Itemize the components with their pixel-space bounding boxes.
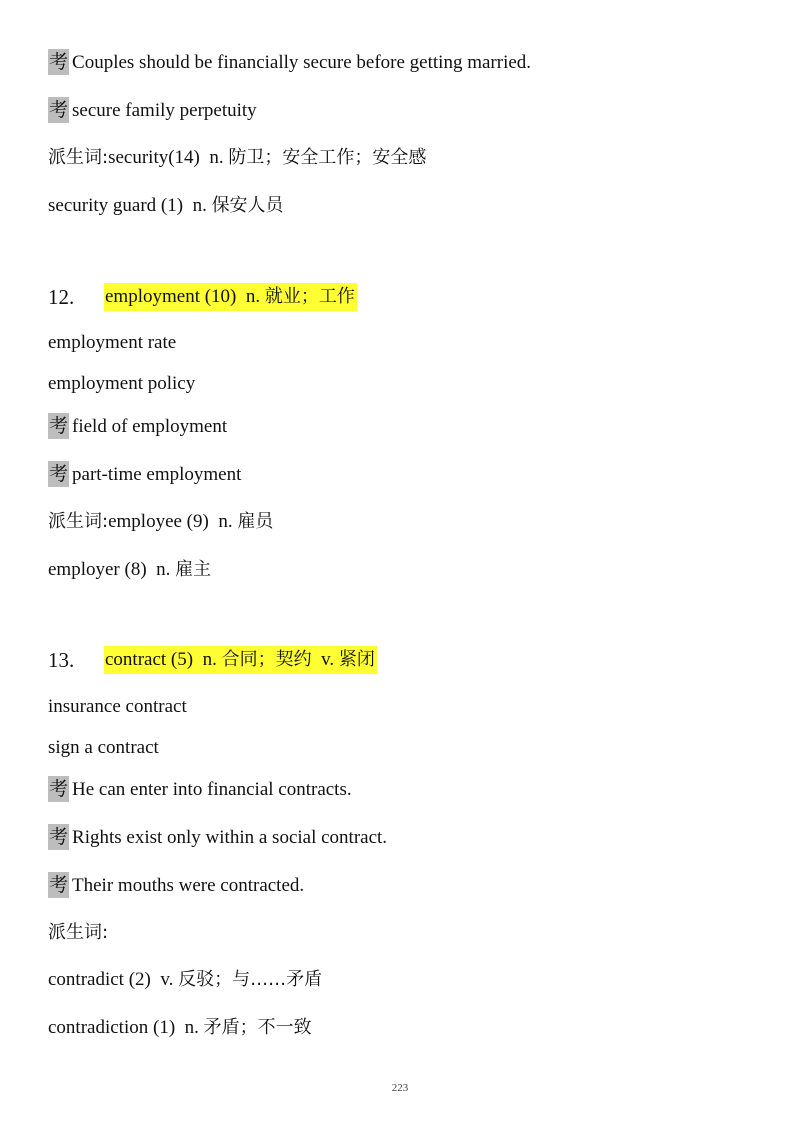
- definition: 合同；契约: [221, 649, 312, 670]
- derived-word-line: [48, 1015, 312, 1041]
- derived-word: security(14): [108, 147, 200, 168]
- exam-marker: 考: [49, 51, 69, 73]
- phrase-line: sign a contract: [48, 737, 159, 758]
- entry-number: 12.: [48, 285, 75, 309]
- derived-word: employee (9): [108, 511, 209, 532]
- headword-highlight: [104, 646, 377, 674]
- page-number: 223: [391, 1082, 409, 1094]
- derived-label-line: [48, 920, 108, 946]
- exam-marker: 考: [49, 415, 69, 437]
- definition: 矛盾；不一致: [203, 1017, 312, 1038]
- derived-word-line: [48, 967, 322, 993]
- example-text: Couples should be financially secure before getting married.: [72, 52, 532, 73]
- part-of-speech: n.: [192, 195, 207, 216]
- exam-example-line: [48, 872, 304, 899]
- definition: 紧闭: [338, 649, 375, 670]
- derived-word-line: [48, 145, 426, 171]
- derived-word: contradict (2): [48, 969, 151, 990]
- part-of-speech: n.: [202, 649, 217, 670]
- derived-word-line: [48, 193, 284, 219]
- exam-marker: 考: [49, 463, 69, 485]
- exam-example-line: [48, 461, 241, 488]
- definition: 就业；工作: [264, 286, 355, 307]
- exam-example-line: [48, 49, 531, 76]
- exam-example-line: [48, 413, 227, 440]
- phrase-line: employment policy: [48, 373, 196, 394]
- exam-marker: 考: [49, 778, 69, 800]
- definition: 雇主: [175, 559, 212, 580]
- part-of-speech: v.: [321, 649, 335, 670]
- derived-word-line: [48, 557, 211, 583]
- definition: 保安人员: [211, 195, 284, 216]
- example-text: He can enter into financial contracts.: [72, 779, 352, 800]
- derived-word: security guard (1): [48, 195, 184, 216]
- exam-example-line: [48, 824, 387, 851]
- phrase-line: insurance contract: [48, 696, 187, 717]
- example-text: field of employment: [72, 416, 228, 437]
- derived-label: 派生词:: [48, 922, 109, 943]
- part-of-speech: n.: [184, 1017, 199, 1038]
- headword: employment (10): [105, 286, 237, 307]
- headword-highlight: [104, 283, 357, 311]
- exam-example-line: [48, 776, 352, 803]
- part-of-speech: n.: [218, 511, 233, 532]
- derived-word: employer (8): [48, 559, 147, 580]
- definition: 反驳；与……矛盾: [178, 969, 323, 990]
- derived-label: 派生词:: [48, 511, 109, 532]
- definition: 防卫；安全工作；安全感: [228, 147, 427, 168]
- derived-word: contradiction (1): [48, 1017, 176, 1038]
- part-of-speech: n.: [209, 147, 224, 168]
- exam-example-line: [48, 97, 257, 124]
- definition: 雇员: [237, 511, 274, 532]
- exam-marker: 考: [49, 874, 69, 896]
- exam-marker: 考: [49, 99, 69, 121]
- part-of-speech: n.: [156, 559, 171, 580]
- example-text: Their mouths were contracted.: [72, 875, 305, 896]
- example-text: Rights exist only within a social contract.: [72, 827, 388, 848]
- exam-marker: 考: [49, 826, 69, 848]
- part-of-speech: n.: [245, 286, 261, 307]
- part-of-speech: v.: [160, 969, 174, 990]
- entry-number: 13.: [48, 648, 75, 672]
- example-text: secure family perpetuity: [72, 100, 257, 121]
- derived-label: 派生词:: [48, 147, 109, 168]
- headword: contract (5): [105, 649, 194, 670]
- example-text: part-time employment: [72, 464, 242, 485]
- derived-word-line: [48, 509, 273, 535]
- phrase-line: employment rate: [48, 332, 177, 353]
